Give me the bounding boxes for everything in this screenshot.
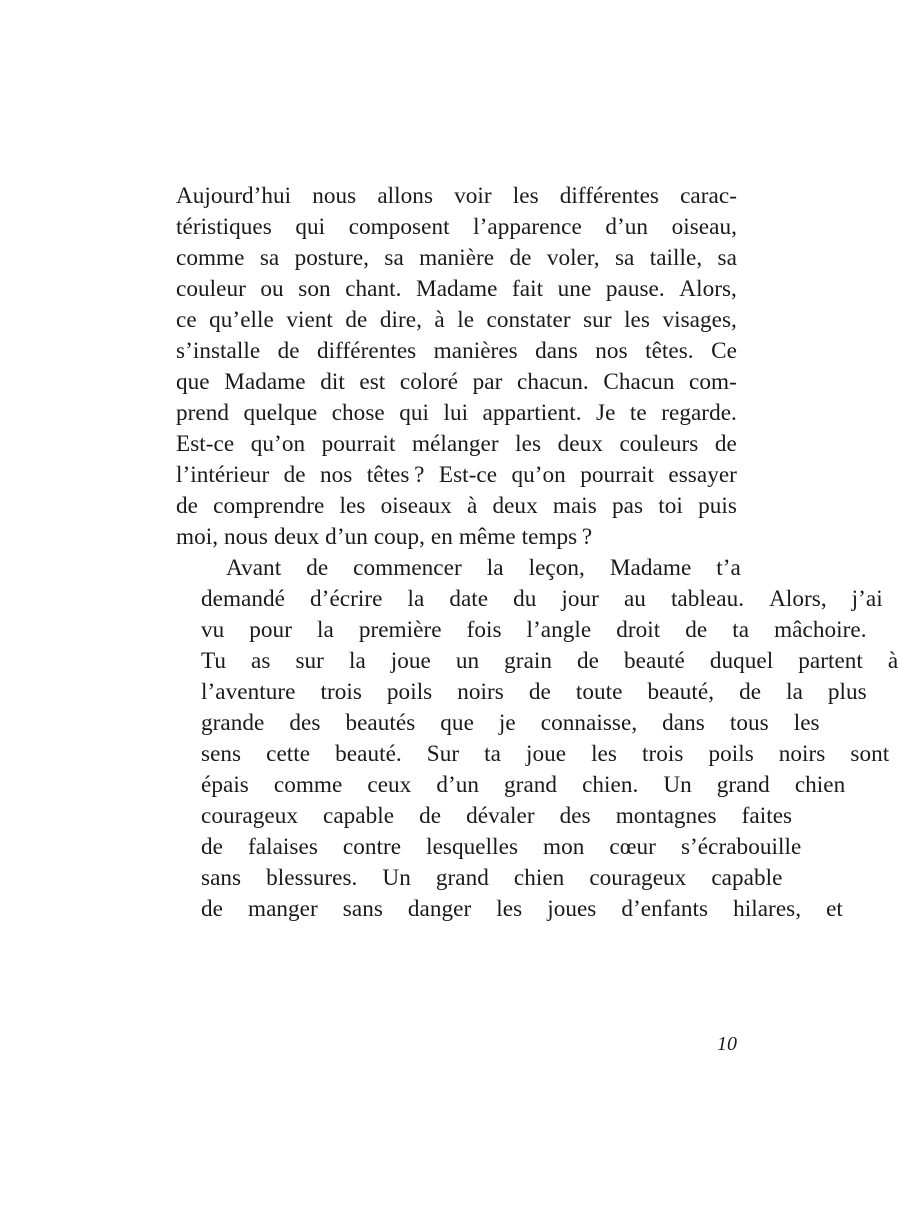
line-word: Sur <box>426 741 460 767</box>
line-word: de <box>739 679 762 705</box>
line-word: taille, <box>649 245 703 271</box>
line-word: téristiques <box>176 214 272 240</box>
line-word: poils <box>708 741 754 767</box>
line-word: comme <box>273 772 343 798</box>
text-line <box>176 181 737 212</box>
line-word: sa <box>259 245 280 271</box>
line-word: les <box>339 493 366 519</box>
line-word: chien. <box>582 772 639 798</box>
line-word: la <box>316 617 334 643</box>
text-line <box>176 801 793 832</box>
line-word: de <box>509 245 532 271</box>
line-word: chien <box>794 772 846 798</box>
line-word: par <box>472 369 503 395</box>
line-word: nos <box>319 462 353 488</box>
line-word: Un <box>382 865 411 891</box>
line-word: les <box>496 896 523 922</box>
line-word: de <box>201 834 223 860</box>
line-word: poils <box>386 679 433 705</box>
line-word: constater <box>486 307 571 333</box>
line-word: de <box>419 803 442 829</box>
line-word: te <box>629 400 647 426</box>
line-word: au <box>623 586 646 612</box>
line-word: grand <box>716 772 770 798</box>
line-word: qu’elle <box>209 307 274 333</box>
line-word: et <box>826 896 843 922</box>
line-word: Est-ce <box>438 462 498 488</box>
line-word: chant. <box>345 276 402 302</box>
line-word: chose <box>331 400 385 426</box>
line-word: comprendre <box>213 493 325 519</box>
line-word: coloré <box>399 369 459 395</box>
line-word: noirs <box>778 741 826 767</box>
text-line <box>176 677 867 708</box>
line-word: toute <box>575 679 623 705</box>
line-word: sur <box>583 307 612 333</box>
line-word: s’écrabouille <box>680 834 802 860</box>
line-word: de <box>714 431 737 457</box>
text-line <box>176 212 737 243</box>
line-word: des <box>559 803 591 829</box>
line-word: deux <box>557 431 603 457</box>
line-word: essayer <box>668 462 737 488</box>
line-word: t’a <box>716 555 741 581</box>
line-word: Aujourd’hui <box>176 183 292 209</box>
line-word: première <box>358 617 442 643</box>
line-word: carac- <box>680 183 737 209</box>
line-word: deux <box>492 493 538 519</box>
line-word: épais <box>201 772 249 798</box>
line-word: têtes ? <box>366 462 425 488</box>
text-line <box>176 739 890 770</box>
text-line <box>176 367 737 398</box>
line-word: d’un <box>605 214 649 240</box>
line-word: différentes <box>317 338 417 364</box>
line-word: duquel <box>709 648 774 674</box>
line-word: jour <box>561 586 599 612</box>
line-word: d’écrire <box>310 586 383 612</box>
line-word: l’intérieur <box>176 462 270 488</box>
line-word: de <box>201 896 223 922</box>
line-word: dit <box>320 369 345 395</box>
line-word: l’apparence <box>473 214 582 240</box>
line-word: les <box>512 183 539 209</box>
line-word: Je <box>596 400 616 426</box>
line-word: mais <box>552 493 597 519</box>
text-line <box>176 553 741 584</box>
line-word: sens <box>201 741 242 767</box>
line-word: qu’on <box>511 462 566 488</box>
line-word: pourrait <box>580 462 654 488</box>
line-word: commencer <box>353 555 462 581</box>
line-word: sans <box>342 896 383 922</box>
line-word: de <box>306 555 329 581</box>
line-word: Tu <box>201 648 227 674</box>
line-word: la <box>348 648 366 674</box>
line-word: nous <box>312 183 357 209</box>
text-line <box>176 832 802 863</box>
line-word: sa <box>614 245 635 271</box>
line-word: blessures. <box>266 865 358 891</box>
line-word: composent <box>348 214 450 240</box>
line-word: différentes <box>559 183 659 209</box>
line-word: qu’on <box>250 431 306 457</box>
line-word: partent <box>798 648 863 674</box>
line-word: dire, <box>379 307 422 333</box>
line-word: sans <box>201 865 242 891</box>
line-word: sa <box>717 245 737 271</box>
text-line <box>176 584 883 615</box>
line-word: un <box>455 648 480 674</box>
line-word: trois <box>641 741 684 767</box>
text-line <box>176 398 737 429</box>
line-word: la <box>407 586 425 612</box>
line-word: qui <box>399 400 429 426</box>
line-word: grand <box>504 772 558 798</box>
text-line <box>176 429 737 460</box>
line-word: les <box>624 307 650 333</box>
line-word: d’enfants <box>621 896 709 922</box>
line-word: de <box>176 493 198 519</box>
line-word: une <box>557 276 592 302</box>
line-word: de <box>283 462 306 488</box>
line-word: mélanger <box>411 431 499 457</box>
line-word: beauté. <box>335 741 402 767</box>
line-word: beautés <box>345 710 416 736</box>
line-word: Chacun <box>603 369 675 395</box>
text-line <box>176 305 737 336</box>
line-word: vu <box>201 617 225 643</box>
line-word: ta <box>484 741 501 767</box>
line-word: s’installe <box>176 338 261 364</box>
line-word: Avant <box>226 555 282 581</box>
line-word: de <box>577 648 600 674</box>
line-word: chacun. <box>517 369 589 395</box>
line-word: de <box>528 679 551 705</box>
line-word: posture, <box>294 245 370 271</box>
text-line <box>176 646 899 677</box>
line-word: demandé <box>201 586 286 612</box>
line-word: pas <box>612 493 644 519</box>
line-word: manger <box>247 896 318 922</box>
line-word: voler, <box>546 245 600 271</box>
line-word: cette <box>266 741 311 767</box>
line-word: que <box>176 369 210 395</box>
line-word: falaises <box>247 834 318 860</box>
line-word: à <box>887 648 899 674</box>
line-word: visages, <box>662 307 737 333</box>
line-word: qui <box>295 214 326 240</box>
text-line <box>176 491 737 522</box>
line-word: nos <box>595 338 628 364</box>
line-word: pourrait <box>321 431 396 457</box>
line-word: de <box>277 338 300 364</box>
line-word: pour <box>249 617 292 643</box>
line-word: lui <box>443 400 469 426</box>
line-word: joue <box>390 648 431 674</box>
line-word: que <box>440 710 474 736</box>
line-word: regarde. <box>661 400 737 426</box>
line-word: dans <box>662 710 705 736</box>
line-word: la <box>486 555 504 581</box>
text-line <box>176 522 737 553</box>
line-word: la <box>786 679 803 705</box>
paragraph-2 <box>176 553 899 925</box>
line-word: manières <box>433 338 518 364</box>
line-word: grand <box>435 865 489 891</box>
line-word: les <box>793 710 820 736</box>
line-word: appartient. <box>482 400 582 426</box>
text-line <box>176 863 783 894</box>
line-word: allons <box>377 183 434 209</box>
line-word: joues <box>547 896 597 922</box>
line-word: Madame <box>224 369 306 395</box>
line-word: mon <box>543 834 585 860</box>
line-word: faites <box>741 803 793 829</box>
line-word: les <box>591 741 617 767</box>
line-word: les <box>515 431 542 457</box>
line-word: de <box>685 617 708 643</box>
line-word: danger <box>407 896 472 922</box>
line-word: com- <box>689 369 737 395</box>
line-word: courageux <box>589 865 687 891</box>
line-word: sa <box>384 245 404 271</box>
line-word: manière <box>419 245 495 271</box>
line-word: capable <box>711 865 783 891</box>
line-word: fait <box>512 276 544 302</box>
line-word: courageux <box>201 803 298 829</box>
line-word: tous <box>729 710 769 736</box>
line-word: de <box>345 307 368 333</box>
page-number: 10 <box>717 1033 737 1055</box>
line-word: quelque <box>243 400 318 426</box>
line-word: Ce <box>711 338 737 364</box>
line-word: cœur <box>609 834 656 860</box>
line-word: Alors, <box>769 586 827 612</box>
line-word: leçon, <box>528 555 585 581</box>
line-word: Madame <box>609 555 692 581</box>
line-word: noirs <box>457 679 504 705</box>
line-word: son <box>298 276 331 302</box>
text-line <box>176 243 737 274</box>
text-line <box>176 615 867 646</box>
line-word: vient <box>286 307 333 333</box>
line-word: ce <box>176 307 197 333</box>
line-word: trois <box>320 679 362 705</box>
line-word: ou <box>260 276 284 302</box>
line-word: couleurs <box>619 431 699 457</box>
line-word: l’angle <box>526 617 592 643</box>
line-word: est <box>359 369 386 395</box>
line-word: grain <box>504 648 553 674</box>
line-word: beauté, <box>647 679 715 705</box>
line-word: Un <box>663 772 692 798</box>
line-word: ceux <box>367 772 412 798</box>
line-word: as <box>251 648 271 674</box>
text-line <box>176 894 843 925</box>
line-word: puis <box>698 493 737 519</box>
text-line <box>176 336 737 367</box>
line-text: moi, nous deux d’un coup, en même temps ? <box>176 524 593 550</box>
line-word: des <box>289 710 321 736</box>
line-word: prend <box>176 400 230 426</box>
line-word: capable <box>322 803 395 829</box>
line-word: hilares, <box>733 896 802 922</box>
line-word: comme <box>176 245 245 271</box>
line-word: plus <box>827 679 867 705</box>
line-word: chien <box>513 865 565 891</box>
line-word: toi <box>658 493 683 519</box>
line-word: Est-ce <box>176 431 235 457</box>
line-word: dévaler <box>466 803 535 829</box>
line-word: je <box>498 710 516 736</box>
line-word: oiseau, <box>671 214 737 240</box>
line-word: j’ai <box>851 586 883 612</box>
line-word: mâchoire. <box>774 617 867 643</box>
line-word: à <box>466 493 478 519</box>
line-word: Madame <box>416 276 498 302</box>
line-word: montagnes <box>615 803 717 829</box>
paragraph-1 <box>176 181 737 553</box>
line-word: droit <box>616 617 661 643</box>
text-line <box>176 460 737 491</box>
line-word: joue <box>525 741 567 767</box>
line-word: beauté <box>624 648 685 674</box>
text-line <box>176 274 737 305</box>
line-word: d’un <box>436 772 480 798</box>
line-word: sur <box>295 648 324 674</box>
line-word: tableau. <box>670 586 745 612</box>
text-line <box>176 770 846 801</box>
line-word: dans <box>535 338 578 364</box>
line-word: couleur <box>176 276 246 302</box>
line-word: têtes. <box>645 338 694 364</box>
line-word: l’aventure <box>201 679 296 705</box>
line-word: à <box>434 307 445 333</box>
page-text-block <box>176 181 899 925</box>
line-word: le <box>457 307 475 333</box>
line-word: lesquelles <box>426 834 519 860</box>
line-word: Alors, <box>679 276 737 302</box>
line-word: voir <box>454 183 492 209</box>
line-word: du <box>513 586 537 612</box>
text-line <box>176 708 820 739</box>
line-word: date <box>449 586 489 612</box>
line-word: pause. <box>605 276 665 302</box>
line-word: sont <box>850 741 890 767</box>
line-word: grande <box>201 710 265 736</box>
line-word: fois <box>466 617 502 643</box>
line-word: contre <box>342 834 402 860</box>
line-word: connaisse, <box>540 710 638 736</box>
line-word: oiseaux <box>380 493 452 519</box>
line-word: ta <box>732 617 750 643</box>
